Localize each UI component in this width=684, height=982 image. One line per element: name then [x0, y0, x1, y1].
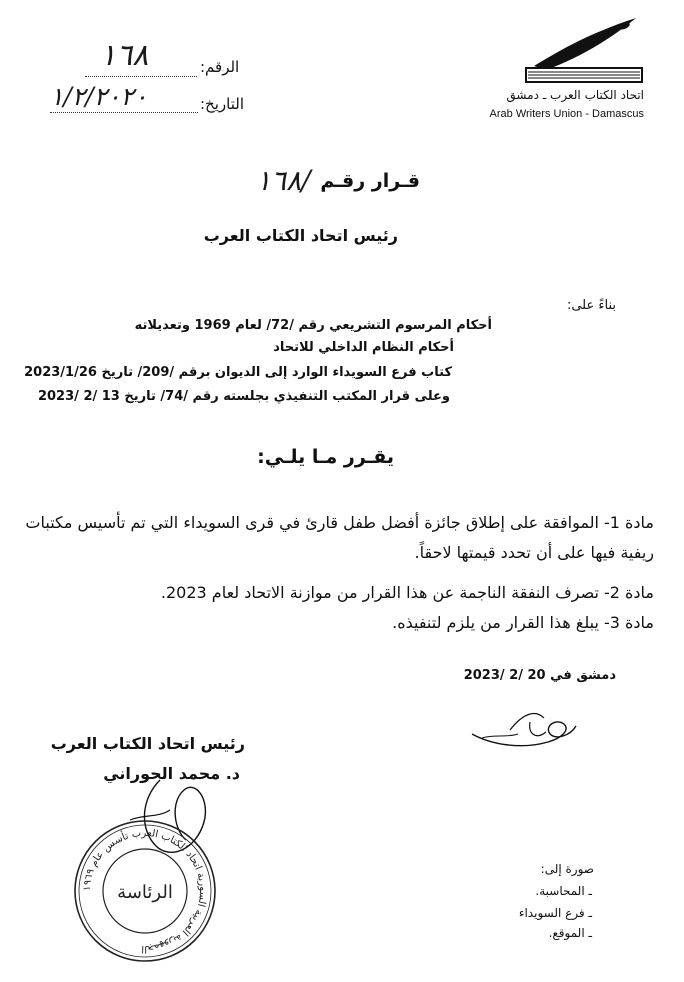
preamble-line: أحكام النظام الداخلي للاتحاد [273, 340, 454, 355]
decision-title: قـرار رقـم [320, 170, 420, 192]
signatory-name: د. محمد الحوراني [103, 764, 240, 783]
copies-label: صورة إلى: [540, 862, 594, 876]
article-3: مادة 3- يبلغ هذا القرار من يلزم لتنفيذه. [392, 613, 654, 632]
copy-recipient: ـ الموقع. [548, 926, 592, 940]
preamble-line: أحكام المرسوم التشريعي رقم /72/ لعام 1969 وتعديلاته [134, 318, 492, 333]
reference-date-label: التاريخ: [200, 95, 244, 113]
reference-date-line [50, 111, 198, 113]
preamble-line: وعلى قرار المكتب التنفيذي بجلسته رقم /74/ تاريخ 13 /2 /2023 [37, 389, 450, 404]
article-1: مادة 1- الموافقة على إطلاق جائزة أفضل طفل قارئ في قرى السويداء التي تم تأسيس مكتبات ريفية فيها على أن تحدد قيمتها لاحقاً. [25, 513, 654, 562]
official-stamp [70, 816, 220, 966]
article-2: مادة 2- تصرف النفقة الناجمة عن هذا القرار من موازنة الاتحاد لعام 2023. [160, 583, 654, 602]
place-and-date: دمشق في 20 /2 /2023 [463, 668, 616, 683]
preamble-line: كتاب فرع السويداء الوارد إلى الديوان برقم /209/ تاريخ 2023/1/26 [24, 365, 452, 380]
stamp-center-text: الرئاسة [117, 882, 173, 903]
handwritten-signature [470, 704, 580, 764]
copy-recipient: ـ فرع السويداء [518, 906, 592, 920]
decision-number: ١٦٨/ [256, 164, 311, 197]
org-name-en: Arab Writers Union - Damascus [489, 108, 644, 120]
copy-recipient: ـ المحاسبة. [535, 884, 592, 898]
reference-number-label: الرقم: [200, 58, 240, 76]
quill-and-book-logo [524, 12, 644, 88]
org-name-ar: اتحاد الكتاب العرب ـ دمشق [506, 88, 644, 102]
resolution-heading: يقـرر مـا يلـي: [257, 446, 394, 468]
reference-number-line [85, 75, 197, 77]
based-on-label: بناءً على: [566, 298, 616, 313]
signatory-title: رئيس اتحاد الكتاب العرب [50, 734, 245, 753]
stamp-ring-text: الجمهورية العربية السورية اتحاد الكتاب العرب تأسس عام ١٩٦٩ [81, 827, 209, 955]
president-heading: رئيس اتحاد الكتاب العرب [203, 226, 398, 245]
reference-number-value: ١٦٨ [100, 38, 149, 73]
reference-date-value: ١/٢/٢٠٢٠ [50, 82, 148, 111]
